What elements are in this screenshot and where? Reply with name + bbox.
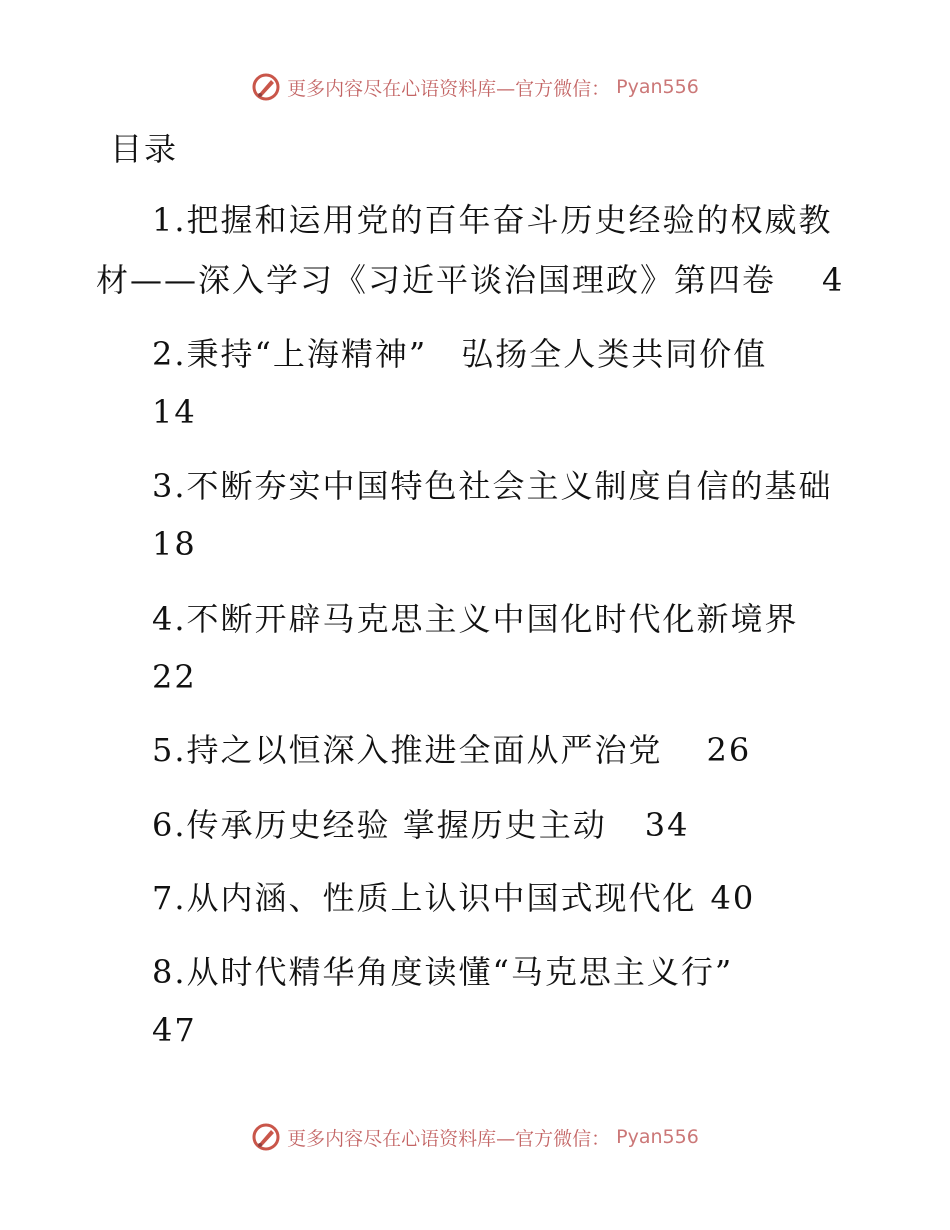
footer-watermark	[0, 1122, 950, 1152]
toc-entry-7-page: 40	[710, 879, 756, 917]
toc-title: 目录	[110, 130, 179, 168]
watermark-id: Pyan556	[616, 1126, 699, 1148]
toc-entry-5	[152, 730, 751, 770]
toc-entry-4-page: 22	[152, 658, 197, 696]
toc-entry-6-title: 6.传承历史经验 掌握历史主动	[152, 806, 607, 844]
toc-entry-3-page: 18	[152, 525, 197, 563]
toc-entry-1-page: 4	[822, 261, 845, 299]
toc-entry-1-line2: 材——深入学习《习近平谈治国理政》第四卷	[96, 261, 777, 299]
header-watermark	[0, 72, 950, 102]
toc-entry-2-page: 14	[152, 393, 197, 431]
quill-logo-icon	[251, 1122, 281, 1152]
quill-logo-icon	[251, 72, 281, 102]
toc-entry-6-page: 34	[644, 806, 690, 844]
toc-entry-5-page: 26	[706, 731, 752, 769]
watermark-text: 更多内容尽在心语资料库—官方微信：	[287, 1127, 611, 1150]
toc-entry-3-title: 3.不断夯实中国特色社会主义制度自信的基础	[152, 467, 833, 505]
toc-entry-8-page: 47	[152, 1011, 197, 1049]
watermark-id: Pyan556	[616, 76, 699, 98]
toc-entry-6	[152, 805, 689, 845]
watermark-text: 更多内容尽在心语资料库—官方微信：	[287, 77, 611, 100]
toc-entry-7	[152, 878, 755, 918]
toc-entry-8-title: 8.从时代精华角度读懂“马克思主义行”	[152, 953, 734, 991]
toc-entry-2-title: 2.秉持“上海精神” 弘扬全人类共同价值	[152, 335, 768, 373]
toc-entry-5-title: 5.持之以恒深入推进全面从严治党	[152, 731, 663, 769]
toc-entry-4-title: 4.不断开辟马克思主义中国化时代化新境界	[152, 600, 799, 638]
toc-entry-1-line1: 1.把握和运用党的百年奋斗历史经验的权威教	[152, 201, 833, 239]
toc-entry-7-title: 7.从内涵、性质上认识中国式现代化	[152, 879, 697, 917]
